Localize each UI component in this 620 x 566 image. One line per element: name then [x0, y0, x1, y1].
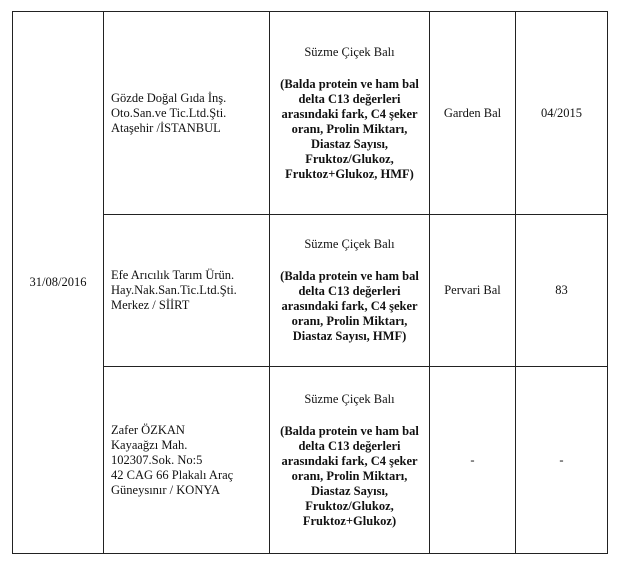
firm-cell: [104, 367, 270, 554]
brand-cell: Pervari Bal: [430, 215, 516, 367]
firm-line: Zafer ÖZKAN: [111, 422, 185, 437]
firm-cell: [104, 12, 270, 215]
firm-line: 102307.Sok. No:5: [111, 452, 203, 467]
product-name: Süzme Çiçek Balı: [304, 44, 395, 59]
lot-cell: 04/2015: [516, 12, 608, 215]
lot-cell: 83: [516, 215, 608, 367]
product-cell: [270, 12, 430, 215]
firm-cell: [104, 215, 270, 367]
date-cell: 31/08/2016: [13, 12, 104, 554]
product-detail: (Balda protein ve ham bal delta C13 değerleri arasındaki fark, C4 şeker oranı, Prolin Miktarı, Diastaz Sayısı, Fruktoz/Glukoz, Fruktoz+Glukoz): [280, 423, 419, 528]
product-cell: [270, 367, 430, 554]
firm-line: Kayaağzı Mah.: [111, 437, 188, 452]
product-name: Süzme Çiçek Balı: [304, 237, 395, 251]
firm-line: 42 CAG 66 Plakalı Araç: [111, 467, 234, 482]
firm-line: Hay.Nak.San.Tic.Ltd.Şti.: [111, 283, 237, 297]
lot-cell: -: [516, 367, 608, 554]
table-row: [13, 12, 608, 215]
firm-line: Merkez / SİİRT: [111, 298, 190, 312]
product-name: Süzme Çiçek Balı: [304, 391, 395, 406]
results-table: [12, 11, 608, 554]
firm-line: Güneysınır / KONYA: [111, 482, 221, 497]
brand-cell: Garden Bal: [430, 12, 516, 215]
firm-line: Efe Arıcılık Tarım Ürün.: [111, 268, 235, 282]
firm-line: Oto.San.ve Tic.Ltd.Şti.: [111, 105, 227, 120]
firm-line: Gözde Doğal Gıda İnş.: [111, 90, 227, 105]
product-cell: [270, 215, 430, 367]
product-detail: (Balda protein ve ham bal delta C13 değerleri arasındaki fark, C4 şeker oranı, Prolin Miktarı, Diastaz Sayısı, Fruktoz/Glukoz, Fruktoz+Glukoz, HMF): [280, 76, 419, 181]
firm-line: Ataşehir /İSTANBUL: [111, 120, 221, 135]
brand-cell: -: [430, 367, 516, 554]
product-detail: (Balda protein ve ham bal delta C13 değerleri arasındaki fark, C4 şeker oranı, Prolin Miktarı, Diastaz Sayısı, HMF): [280, 269, 419, 343]
